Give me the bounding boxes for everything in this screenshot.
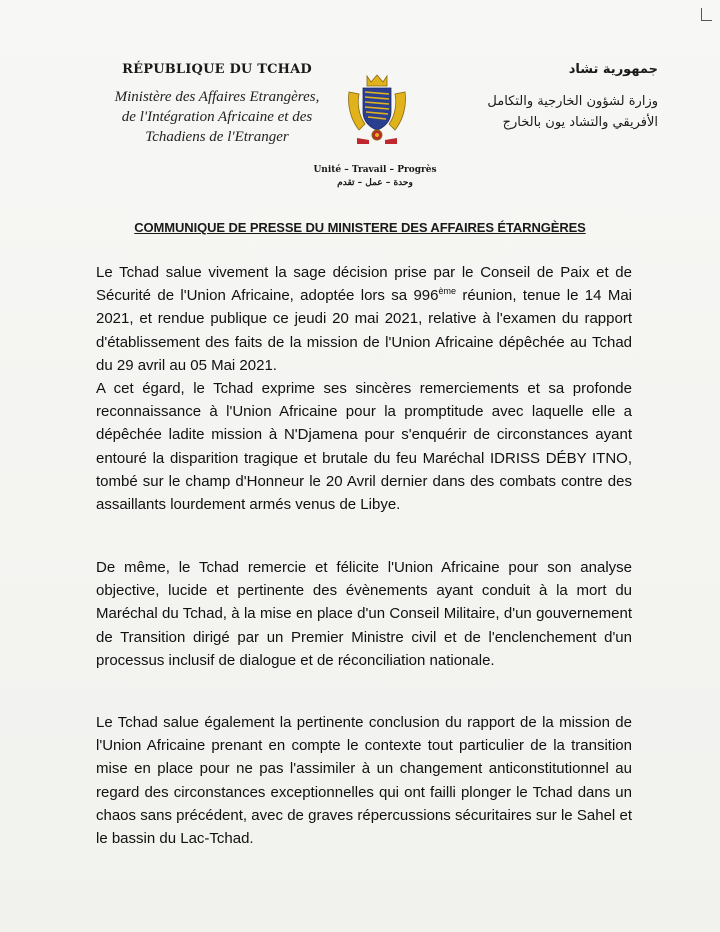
chad-coat-of-arms-icon bbox=[345, 72, 409, 148]
paragraph-2: A cet égard, le Tchad exprime ses sincères remerciements et sa profonde reconnaissance à l'Union Africaine pour la promptitude avec laquelle elle a dépêchée ladite mission à N'Djamena pour s'enquérir de circonstances ayant entouré la disparition tragique et brutale du feu Maréchal IDRISS DÉBY ITNO, tombé sur le champ d'Honneur le 20 Avril dernier dans des combats contre des assaillants lourdement armés venus de Libye. bbox=[96, 380, 632, 514]
republic-title-fr: RÉPUBLIQUE DU TCHAD bbox=[122, 62, 312, 77]
paragraph-4: Le Tchad salue également la pertinente conclusion du rapport de la mission de l'Union Africaine prenant en compte le contexte tout particulier de la transition mise en place pour ne pas l'assimiler à un changement anticonstitutionnel au regard des circonstances exceptionnelles qui ont failli plonger le Tchad dans un chaos sans précédent, avec de graves répercussions sécuritaires sur le Sahel et le bassin du Lac-Tchad. bbox=[96, 714, 632, 848]
header-right bbox=[438, 62, 658, 133]
ministry-name-ar bbox=[438, 91, 658, 133]
ministry-line-3: Tchadiens de l'Etranger bbox=[145, 129, 289, 145]
paragraph-1-text-b: réunion, tenue le 14 Mai 2021, et rendue publique ce jeudi 20 mai 2021, relative à l'examen du rapport d'établissement des faits de la mission de l'Union Africaine dépêchée au Tchad du 29 avril au 05 Mai 2021. bbox=[96, 287, 632, 374]
paragraph-3: De même, le Tchad remercie et félicite l'Union Africaine pour son analyse objective, lucide et pertinente des évènements ayant conduit à la mort du Maréchal du Tchad, à la mise en place d'un Conseil Militaire, d'un gouvernement de Transition dirigé par un Premier Ministre civil et de l'enclenchement d'un processus inclusif de dialogue et de réconciliation nationale. bbox=[96, 559, 632, 669]
motto-ar: وحدة – عمل – تقدم bbox=[337, 178, 413, 188]
ministry-ar-line-2: الأفريقي والتشاد يون بالخارج bbox=[502, 115, 658, 130]
press-release-title: COMMUNIQUE DE PRESSE DU MINISTERE DES AFFAIRES ÉTARNGÈRES bbox=[134, 220, 586, 235]
ministry-line-1: Ministère des Affaires Etrangères, bbox=[114, 89, 320, 105]
national-motto bbox=[300, 164, 450, 190]
ministry-line-2: de l'Intégration Africaine et des bbox=[121, 109, 313, 125]
motto-fr: Unité – Travail – Progrès bbox=[313, 165, 437, 175]
ordinal-superscript: ème bbox=[438, 286, 456, 297]
paragraph-1-text-a: Le Tchad salue vivement la sage décision prise par le Conseil de Paix et de Sécurité de l'Union Africaine, adoptée lors sa 996 bbox=[96, 264, 632, 305]
header-left bbox=[92, 62, 342, 147]
ministry-ar-line-1: وزارة لشؤون الخارجية والتكامل bbox=[487, 94, 658, 109]
ministry-name-fr bbox=[92, 87, 342, 147]
republic-title-ar: جمهورية تشاد bbox=[568, 62, 658, 77]
corner-mark-icon bbox=[701, 8, 712, 21]
paragraph-1 bbox=[96, 261, 632, 377]
